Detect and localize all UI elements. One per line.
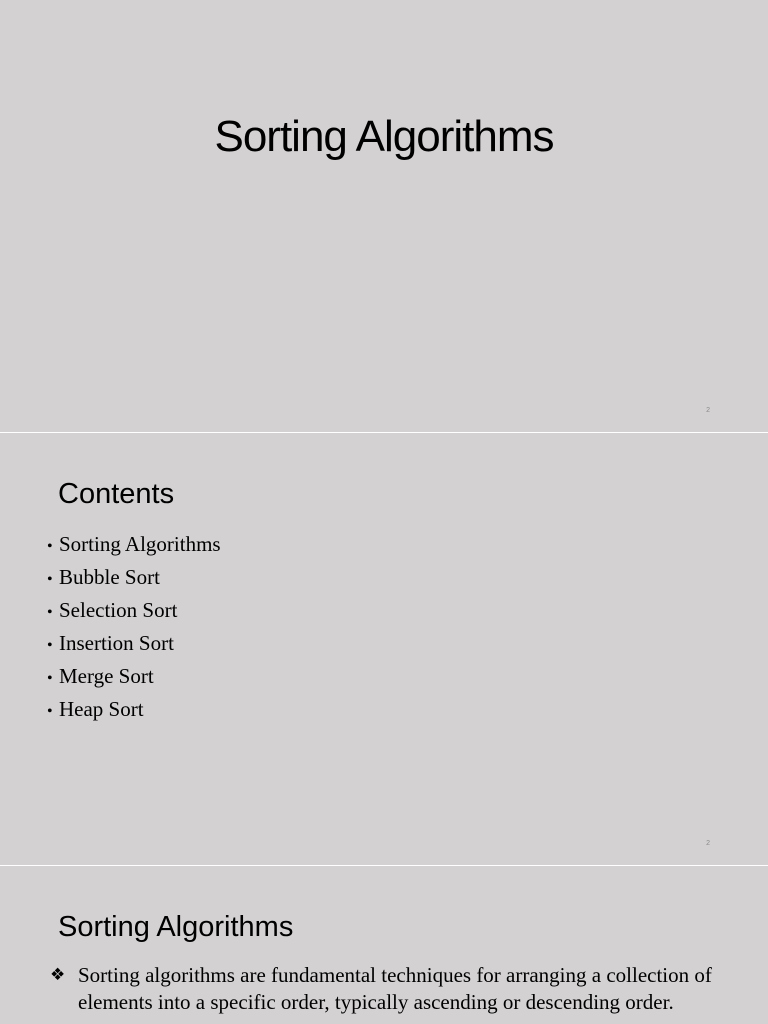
list-item	[47, 562, 221, 595]
bullet-dot-icon: •	[47, 637, 53, 654]
slide-contents	[0, 433, 768, 865]
bullet-paragraph	[50, 962, 750, 1016]
diamond-bullet-icon: ❖	[50, 965, 66, 985]
paragraph-text: Sorting algorithms are fundamental techniques for arranging a collection of elements into a specific order, typically ascending or descending order.	[78, 963, 712, 1014]
list-item	[47, 661, 221, 694]
list-item-label: Merge Sort	[59, 664, 154, 688]
page-number: 2	[706, 407, 710, 414]
list-item-label: Sorting Algorithms	[59, 532, 221, 556]
list-item	[47, 595, 221, 628]
list-item	[47, 529, 221, 562]
list-item-label: Bubble Sort	[59, 565, 160, 589]
list-item-label: Heap Sort	[59, 697, 144, 721]
slide-title	[0, 0, 768, 432]
bullet-dot-icon: •	[47, 670, 53, 687]
bullet-dot-icon: •	[47, 604, 53, 621]
bullet-dot-icon: •	[47, 538, 53, 555]
page-number: 2	[706, 840, 710, 847]
list-item-label: Insertion Sort	[59, 631, 174, 655]
bullet-dot-icon: •	[47, 703, 53, 720]
slide-sorting-intro	[0, 866, 768, 1024]
contents-list	[47, 529, 221, 727]
slide-title-text: Sorting Algorithms	[214, 112, 554, 161]
list-item	[47, 694, 221, 727]
list-item-label: Selection Sort	[59, 598, 178, 622]
bullet-dot-icon: •	[47, 571, 53, 588]
list-item	[47, 628, 221, 661]
contents-heading: Contents	[58, 478, 175, 510]
sorting-heading: Sorting Algorithms	[58, 911, 294, 943]
